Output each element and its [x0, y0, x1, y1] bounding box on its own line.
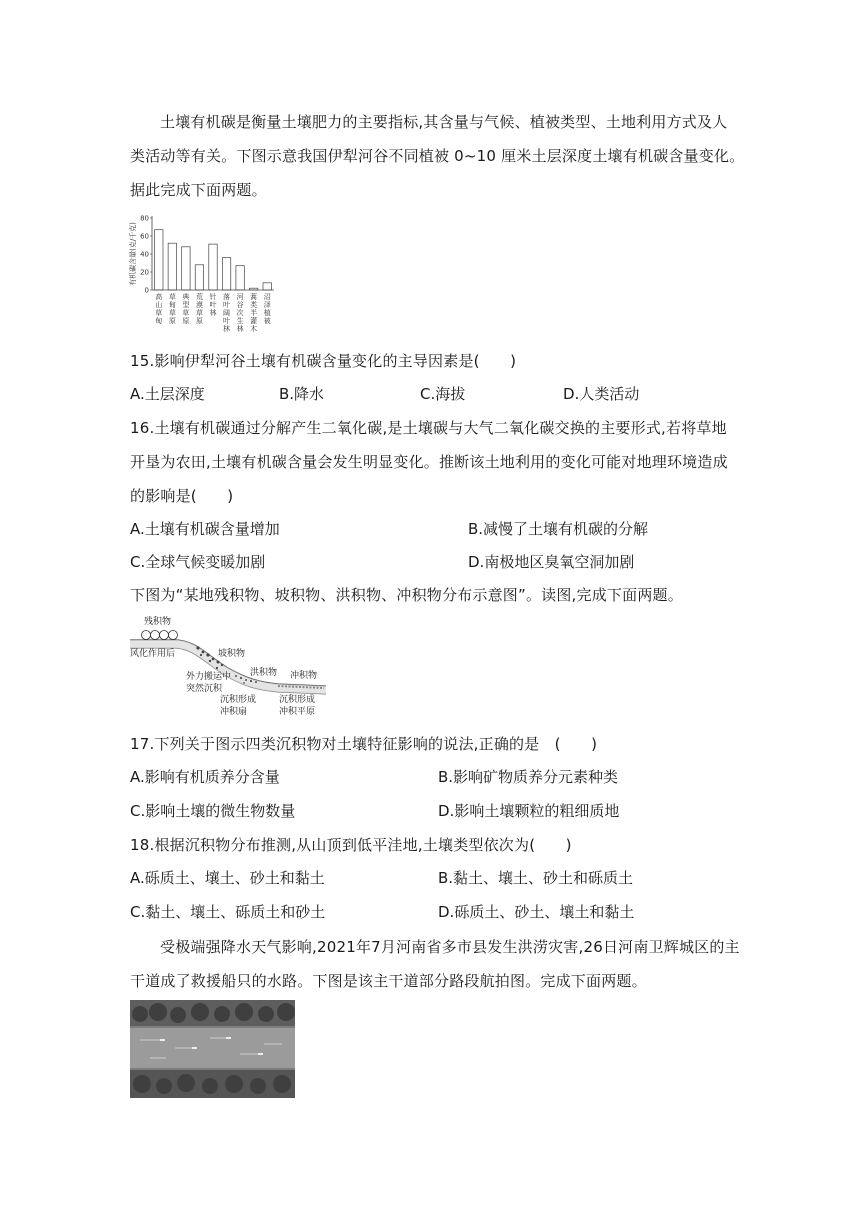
label-alluvial: 冲积物: [290, 671, 318, 681]
q17-option-d[interactable]: D.影响土壤颗粒的粗细质地: [438, 802, 620, 820]
q15-option-c[interactable]: C.海拔: [420, 385, 466, 403]
label-transport-line2: 突然沉积: [186, 684, 223, 694]
aerial-photo-graphic: [130, 1000, 295, 1098]
q17-option-c[interactable]: C.影响土壤的微生物数量: [130, 802, 296, 820]
q15-stem: 15.影响伊犁河谷土壤有机碳含量变化的主导因素是( ): [130, 352, 517, 370]
q15-option-b[interactable]: B.降水: [279, 385, 325, 403]
label-fan-line2: 冲积扇: [220, 707, 248, 717]
passage1-line3: 据此完成下面两题。: [130, 181, 267, 199]
category-label: 落叶阔叶林: [223, 293, 231, 333]
label-transport-line1: 外力搬运中: [186, 672, 232, 682]
q17-option-b[interactable]: B.影响矿物质养分元素种类: [438, 768, 619, 786]
bar: [263, 283, 271, 290]
category-label: 针叶林: [209, 293, 217, 317]
flooded-road-aerial-photo: [130, 1000, 295, 1098]
category-label: 沼泽植被: [263, 293, 271, 325]
passage1-line2: 类活动等有关。下图示意我国伊犁河谷不同植被 0~10 厘米土层深度土壤有机碳含量变化。: [130, 147, 745, 165]
bar: [155, 230, 163, 290]
label-weathering: 风化作用后: [130, 649, 176, 659]
passage3-line2: 干道成了救援船只的水路。下图是该主干道部分路段航拍图。完成下面两题。: [130, 972, 647, 990]
q16-option-b[interactable]: B.减慢了土壤有机碳的分解: [468, 520, 649, 538]
q15-option-d[interactable]: D.人类活动: [563, 385, 640, 403]
bar: [209, 244, 217, 290]
organic-carbon-bar-chart: [122, 210, 282, 338]
q17-stem: 17.下列关于图示四类沉积物对土壤特征影响的说法,正确的是 ( ): [130, 735, 598, 753]
label-residual: 残积物: [144, 617, 172, 627]
passage1-line1: 土壤有机碳是衡量土壤肥力的主要指标,其含量与气候、植被类型、土地利用方式及人: [160, 113, 728, 131]
passage2-text: 下图为“某地残积物、坡积物、洪积物、冲积物分布示意图”。读图,完成下面两题。: [130, 586, 683, 604]
residual-boulders: [142, 631, 178, 640]
y-tick-label: 60: [140, 232, 149, 241]
q16-option-c[interactable]: C.全球气候变暖加剧: [130, 553, 266, 571]
q17-option-a[interactable]: A.影响有机质养分含量: [130, 768, 280, 786]
label-slope: 坡积物: [218, 649, 246, 659]
q16-option-d[interactable]: D.南极地区臭氧空洞加剧: [468, 553, 635, 571]
y-tick-label: 80: [140, 214, 149, 223]
label-plain-line1: 沉积形成: [279, 695, 316, 705]
category-label: 高山草甸: [155, 293, 163, 325]
q18-option-b[interactable]: B.黏土、壤土、砂土和砾质土: [438, 869, 634, 887]
category-label: 荒漠草原: [195, 293, 203, 325]
bar: [195, 265, 203, 290]
q18-option-c[interactable]: C.黏土、壤土、砾质土和砂土: [130, 903, 326, 921]
q16-option-a[interactable]: A.土壤有机碳含量增加: [130, 520, 280, 538]
bar: [182, 247, 190, 290]
q18-option-d[interactable]: D.砾质土、砂土、壤土和黏土: [438, 903, 635, 921]
bar: [168, 243, 176, 290]
category-label: 草甸草原: [168, 293, 176, 325]
q18-stem: 18.根据沉积物分布推测,从山顶到低平洼地,土壤类型依次为( ): [130, 836, 572, 854]
category-label: 河谷次生林: [236, 293, 244, 333]
label-flood: 洪积物: [250, 668, 278, 678]
q15-option-a[interactable]: A.土层深度: [130, 385, 205, 403]
y-tick-label: 40: [140, 250, 149, 259]
category-label: 典型草原: [182, 293, 190, 325]
sediment-distribution-diagram: [128, 612, 328, 722]
label-fan-line1: 沉积形成: [220, 695, 257, 705]
y-tick-label: 20: [140, 268, 149, 277]
y-tick-label: 0: [144, 286, 149, 295]
q18-option-a[interactable]: A.砾质土、壤土、砂土和黏土: [130, 869, 325, 887]
label-plain-line2: 冲积平原: [279, 707, 316, 717]
q16-line2: 开垦为农田,土壤有机碳含量会发生明显变化。推断该土地利用的变化可能对地理环境造成: [130, 453, 728, 471]
bar: [222, 258, 230, 290]
category-label: 蒿类半灌木: [250, 293, 258, 333]
q16-line3: 的影响是( ): [130, 487, 234, 505]
passage3-line1: 受极端强降水天气影响,2021年7月河南省多市县发生洪涝灾害,26日河南卫辉城区的主: [160, 938, 740, 956]
chart-y-axis-label: 有机碳含量(克/千克): [129, 222, 137, 286]
q16-line1: 16.土壤有机碳通过分解产生二氧化碳,是土壤碳与大气二氧化碳交换的主要形式,若将草地: [130, 419, 727, 437]
bar: [236, 266, 244, 290]
